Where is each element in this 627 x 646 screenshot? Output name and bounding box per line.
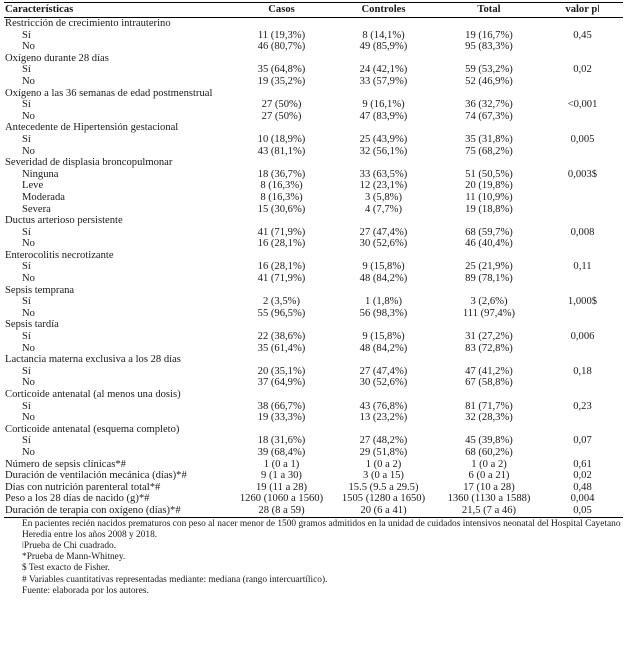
- casos-cell: 2 (3,5%): [262, 296, 301, 308]
- note-source: Fuente: elaborada por los autores.: [22, 585, 149, 596]
- controles-cell: 27 (48,2%): [359, 435, 408, 447]
- casos-cell: 15 (30,6%): [257, 203, 306, 215]
- table-row: [4, 343, 623, 355]
- controles-cell: 32 (56,1%): [359, 145, 408, 157]
- group-label: Severidad de displasia broncopulmonar: [5, 157, 173, 169]
- total-cell: 47 (41,2%): [465, 365, 513, 377]
- controles-cell: 15.5 (9.5 a 29.5): [348, 481, 419, 493]
- total-cell: 17 (10 a 28): [463, 481, 515, 493]
- header-row: [4, 3, 623, 18]
- p-value-cell: 0,02: [573, 64, 592, 76]
- group-header-row: [4, 18, 623, 30]
- table-row: [4, 64, 623, 76]
- table-row: [4, 273, 623, 285]
- casos-cell: 16 (28,1%): [257, 261, 306, 273]
- controles-cell: 33 (57,9%): [359, 75, 408, 87]
- controles-cell: 49 (85,9%): [359, 41, 408, 53]
- total-cell: 1 (0 a 2): [471, 458, 507, 470]
- note-chi: ǀPrueba de Chi cuadrado.: [22, 540, 117, 551]
- table-row: [4, 377, 623, 389]
- p-value-cell: 0,008: [570, 226, 595, 238]
- row-label: Duración de ventilación mecánica (días)*#: [5, 470, 187, 482]
- row-label: No: [22, 41, 35, 53]
- casos-cell: 35 (64,8%): [257, 64, 306, 76]
- controles-cell: 47 (83,9%): [359, 110, 408, 122]
- casos-cell: 8 (16,3%): [260, 191, 303, 203]
- casos-cell: 55 (96,5%): [257, 307, 306, 319]
- table-row: [4, 401, 623, 413]
- casos-cell: 39 (68,4%): [257, 446, 306, 458]
- casos-cell: 11 (19,3%): [257, 29, 306, 41]
- p-value-cell: 0,48: [573, 481, 592, 493]
- total-cell: 25 (21,9%): [465, 261, 513, 273]
- total-cell: 21,5 (7 a 46): [436, 505, 542, 517]
- table-row: [4, 146, 623, 158]
- casos-cell: 18 (36,7%): [257, 168, 306, 180]
- total-cell: 36 (32,7%): [465, 99, 513, 111]
- table-row: [4, 192, 623, 204]
- total-cell: 68 (59,7%): [465, 226, 513, 238]
- total-cell: 83 (72,8%): [465, 342, 513, 354]
- table-body: [4, 18, 623, 518]
- group-label: Restricción de crecimiento intrauterino: [5, 18, 171, 29]
- row-label: Sí: [22, 261, 31, 273]
- controles-cell: 3 (0 a 15): [363, 470, 404, 482]
- group-label: Ductus arterioso persistente: [5, 215, 123, 227]
- controles-cell: 30 (52,6%): [359, 377, 408, 389]
- casos-cell: 41 (71,9%): [257, 273, 306, 285]
- header-total: Total: [436, 3, 542, 18]
- p-value-cell: 0,11: [573, 261, 592, 273]
- casos-cell: 16 (28,1%): [257, 238, 306, 250]
- casos-cell: 9 (1 a 30): [261, 470, 302, 482]
- row-label: Sí: [22, 365, 31, 377]
- table-row: [4, 134, 623, 146]
- table-row: [4, 308, 623, 320]
- controles-cell: 43 (76,8%): [359, 400, 408, 412]
- row-label: Duración de terapia con oxígeno (días)*#: [4, 505, 232, 517]
- total-cell: 95 (83,3%): [465, 41, 513, 53]
- casos-cell: 43 (81,1%): [257, 145, 306, 157]
- casos-cell: 8 (16,3%): [260, 180, 303, 192]
- total-cell: 59 (53,2%): [465, 64, 513, 76]
- table-row: [4, 366, 623, 378]
- p-value-cell: 0,006: [570, 331, 595, 343]
- total-cell: 20 (19,8%): [465, 180, 513, 192]
- row-label: Sí: [22, 29, 31, 41]
- casos-cell: 10 (18,9%): [257, 133, 306, 145]
- group-label: Oxígeno a las 36 semanas de edad postmenstrual: [5, 87, 213, 99]
- controles-cell: 1 (1,8%): [364, 296, 403, 308]
- group-header-row: [4, 157, 623, 169]
- controles-cell: 9 (15,8%): [362, 331, 405, 343]
- row-label: Severa: [22, 203, 51, 215]
- casos-cell: 27 (50%): [261, 99, 302, 111]
- row-label: Sí: [22, 226, 31, 238]
- total-cell: 111 (97,4%): [462, 307, 516, 319]
- group-header-row: [4, 424, 623, 436]
- casos-cell: 37 (64,9%): [257, 377, 306, 389]
- row-label: No: [22, 412, 35, 424]
- group-header-row: [4, 250, 623, 262]
- header-casos: Casos: [232, 3, 331, 18]
- casos-cell: 19 (33,3%): [257, 412, 306, 424]
- table-row: [4, 238, 623, 250]
- table-row: [4, 435, 623, 447]
- p-value-cell: 0,45: [573, 29, 592, 41]
- group-header-row: [4, 389, 623, 401]
- p-value-cell: 0,003$: [567, 168, 598, 180]
- total-cell: 74 (67,3%): [465, 110, 513, 122]
- controles-cell: 8 (14,1%): [362, 29, 405, 41]
- casos-cell: 22 (38,6%): [257, 331, 306, 343]
- header-controles: Controles: [331, 3, 436, 18]
- table-row: [4, 296, 623, 308]
- casos-cell: 1 (0 a 1): [263, 458, 300, 470]
- table-row: [4, 227, 623, 239]
- total-cell: 19 (16,7%): [465, 29, 513, 41]
- table-row: [4, 180, 623, 192]
- total-cell: 11 (10,9%): [465, 191, 513, 203]
- table-row: [4, 204, 623, 216]
- controles-cell: 24 (42,1%): [359, 64, 408, 76]
- controles-cell: 3 (5,8%): [364, 191, 403, 203]
- note-variables: # Variables cuantitativas representadas mediante: mediana (rango intercuartílico).: [22, 574, 328, 585]
- casos-cell: 35 (61,4%): [257, 342, 306, 354]
- group-header-row: [4, 319, 623, 331]
- p-value-cell: 0,02: [573, 470, 592, 482]
- table-row: [4, 111, 623, 123]
- p-value-cell: 0,07: [573, 435, 592, 447]
- group-header-row: [4, 354, 623, 366]
- total-cell: 6 (0 a 21): [468, 470, 510, 482]
- total-cell: 3 (2,6%): [470, 296, 508, 308]
- controles-cell: 1 (0 a 2): [365, 458, 402, 470]
- row-label: Peso a los 28 días de nacido (g)*#: [5, 493, 150, 505]
- row-label: Ninguna: [22, 168, 59, 180]
- p-value-cell: <0,001: [567, 99, 598, 111]
- total-cell: 67 (58,8%): [465, 377, 513, 389]
- casos-cell: 18 (31,6%): [257, 435, 306, 447]
- controles-cell: 30 (52,6%): [359, 238, 408, 250]
- p-value-cell: 0,005: [570, 133, 595, 145]
- controles-cell: 25 (43,9%): [359, 133, 408, 145]
- results-table-container: [4, 0, 623, 597]
- p-value-cell: 0,61: [573, 458, 592, 470]
- controles-cell: 27 (47,4%): [359, 226, 408, 238]
- total-cell: 45 (39,8%): [465, 435, 513, 447]
- total-cell: 68 (60,2%): [465, 446, 513, 458]
- casos-cell: 1260 (1060 a 1560): [239, 493, 324, 505]
- total-cell: 81 (71,7%): [465, 400, 513, 412]
- row-label: No: [22, 307, 35, 319]
- p-value-cell: 1,000$: [567, 296, 598, 308]
- casos-cell: 27 (50%): [261, 110, 302, 122]
- header-valor-p: valor pǀ: [542, 3, 623, 18]
- row-label: Sí: [22, 400, 31, 412]
- total-cell: 31 (27,2%): [465, 331, 513, 343]
- table-row: [4, 470, 623, 482]
- group-label: Sepsis tardía: [5, 319, 59, 331]
- row-label: No: [22, 273, 35, 285]
- row-label: No: [22, 75, 35, 87]
- controles-cell: 29 (51,8%): [359, 446, 408, 458]
- row-label: Moderada: [22, 191, 65, 203]
- row-label: Sí: [22, 296, 31, 308]
- group-header-row: [4, 53, 623, 65]
- row-label: No: [22, 238, 35, 250]
- table-row: [4, 459, 623, 471]
- controles-cell: 13 (23,2%): [359, 412, 408, 424]
- group-label: Oxígeno durante 28 días: [5, 52, 109, 64]
- note-mann-whitney: *Prueba de Mann-Whitney.: [22, 552, 126, 563]
- controles-cell: 48 (84,2%): [359, 342, 408, 354]
- row-label: No: [22, 342, 35, 354]
- row-label: Número de sepsis clínicas*#: [5, 458, 126, 470]
- row-label: Días con nutrición parenteral total*#: [5, 481, 161, 493]
- total-cell: 46 (40,4%): [465, 238, 513, 250]
- table-row: [4, 505, 623, 517]
- header-caracteristicas: Características: [4, 3, 232, 18]
- total-cell: 51 (50,5%): [465, 168, 513, 180]
- row-label: Sí: [22, 99, 31, 111]
- group-label: Corticoide antenatal (al menos una dosis): [5, 389, 181, 400]
- p-value-cell: 0,05: [542, 505, 623, 517]
- row-label: Sí: [22, 331, 31, 343]
- row-label: Leve: [22, 180, 44, 192]
- group-header-row: [4, 215, 623, 227]
- table-row: [4, 412, 623, 424]
- row-label: Sí: [22, 64, 31, 76]
- controles-cell: 20 (6 a 41): [331, 505, 436, 517]
- total-cell: 89 (78,1%): [465, 273, 513, 285]
- row-label: No: [22, 446, 35, 458]
- table-row: [4, 76, 623, 88]
- total-cell: 75 (68,2%): [465, 145, 513, 157]
- table-row: [4, 482, 623, 494]
- casos-cell: 46 (80,7%): [257, 41, 306, 53]
- group-label: Antecedente de Hipertensión gestacional: [5, 122, 179, 134]
- casos-cell: 41 (71,9%): [257, 226, 306, 238]
- p-value-cell: 0,23: [573, 400, 592, 412]
- controles-cell: 9 (15,8%): [362, 261, 405, 273]
- table-row: [4, 261, 623, 273]
- casos-cell: 19 (11 a 28): [255, 481, 308, 493]
- group-header-row: [4, 88, 623, 100]
- table-row: [4, 493, 623, 505]
- row-label: Sí: [22, 133, 31, 145]
- group-header-row: [4, 285, 623, 297]
- controles-cell: 1505 (1280 a 1650): [341, 493, 426, 505]
- controles-cell: 48 (84,2%): [359, 273, 408, 285]
- row-label: No: [22, 377, 35, 389]
- casos-cell: 20 (35,1%): [257, 365, 306, 377]
- p-value-cell: 0,004: [570, 493, 595, 505]
- table-row: [4, 169, 623, 181]
- row-label: No: [22, 145, 35, 157]
- controles-cell: 4 (7,7%): [364, 203, 403, 215]
- total-cell: 19 (18,8%): [465, 203, 513, 215]
- group-label: Corticoide antenatal (esquema completo): [5, 423, 180, 435]
- group-label: Sepsis temprana: [5, 284, 75, 296]
- controles-cell: 27 (47,4%): [359, 365, 408, 377]
- group-header-row: [4, 122, 623, 134]
- table-row: [4, 331, 623, 343]
- results-table: [4, 2, 623, 518]
- casos-cell: 19 (35,2%): [257, 75, 306, 87]
- table-row: [4, 99, 623, 111]
- casos-cell: 28 (8 a 59): [232, 505, 331, 517]
- total-cell: 35 (31,8%): [465, 133, 513, 145]
- group-label: Enterocolitis necrotizante: [5, 249, 114, 261]
- table-row: [4, 41, 623, 53]
- total-cell: 1360 (1130 a 1588): [447, 493, 531, 505]
- table-row: [4, 447, 623, 459]
- group-label: Lactancia materna exclusiva a los 28 días: [5, 354, 181, 366]
- row-label: Sí: [22, 435, 31, 447]
- total-cell: 32 (28,3%): [465, 412, 513, 424]
- controles-cell: 9 (16,1%): [362, 99, 405, 111]
- table-row: [4, 30, 623, 42]
- controles-cell: 56 (98,3%): [359, 307, 408, 319]
- note-fisher: $ Test exacto de Fisher.: [22, 563, 110, 574]
- total-cell: 52 (46,9%): [465, 75, 513, 87]
- p-value-cell: 0,18: [573, 365, 592, 377]
- controles-cell: 33 (63,5%): [359, 168, 408, 180]
- casos-cell: 38 (66,7%): [257, 400, 306, 412]
- controles-cell: 12 (23,1%): [359, 180, 408, 192]
- table-notes: [4, 519, 623, 597]
- row-label: No: [22, 110, 35, 122]
- note-population: En pacientes recién nacidos prematuros con peso al nacer menor de 1500 gramos admitidos en la unidad de cuidados intensivos neonatal del Hospital Cayetano Heredia entre los años 2008 y 2018.: [22, 518, 621, 540]
